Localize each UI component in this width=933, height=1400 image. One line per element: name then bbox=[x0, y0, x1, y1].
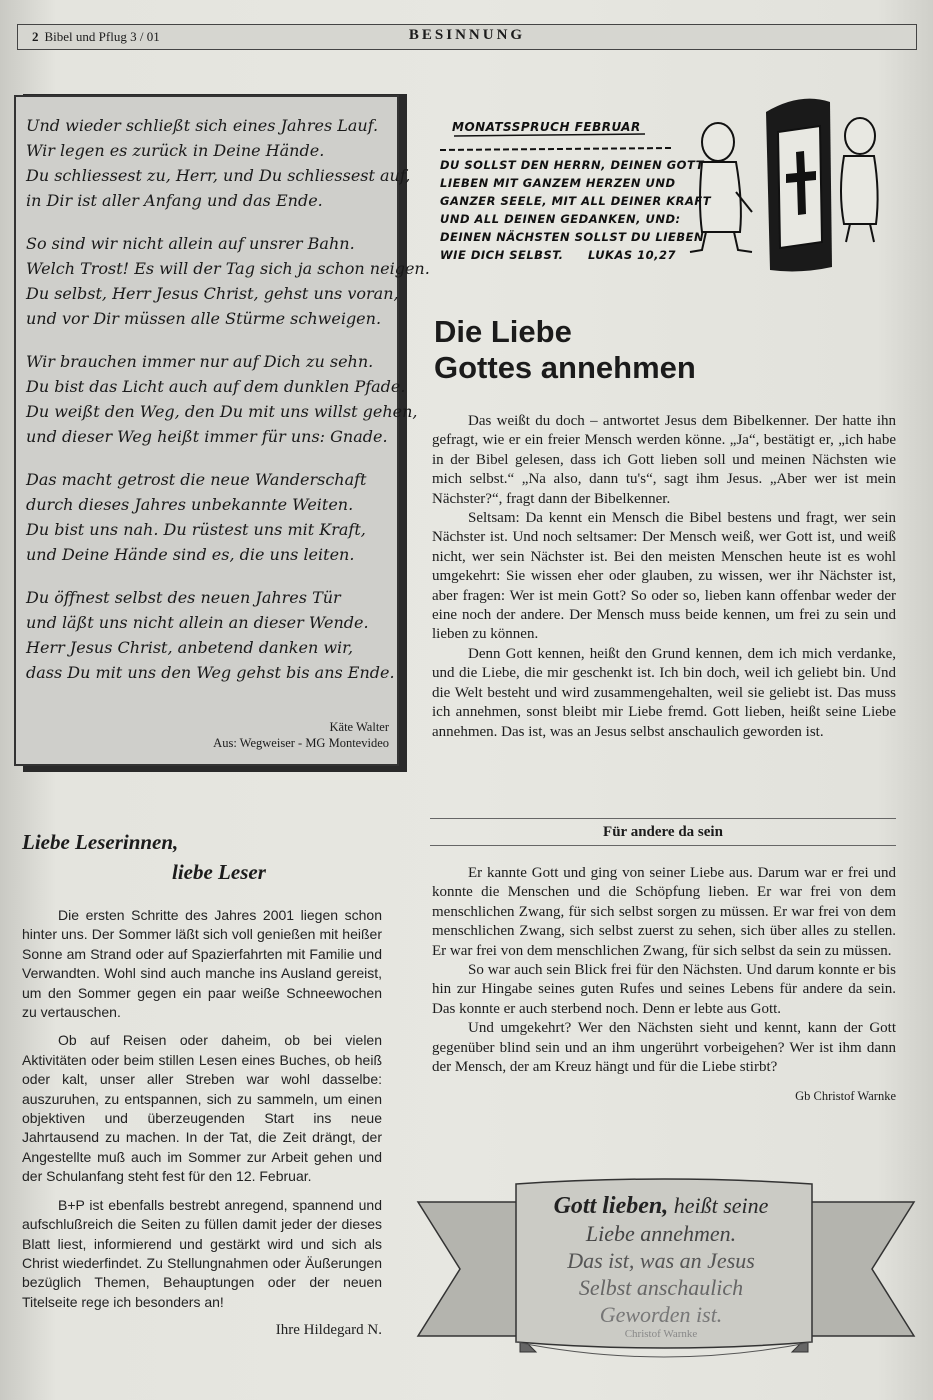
verse-line: GANZER SEELE, MIT ALL DEINER KRAFT bbox=[440, 194, 712, 208]
poem-source: Aus: Wegweiser - MG Montevideo bbox=[213, 736, 389, 750]
poem-line: und Deine Hände sind es, die uns leiten. bbox=[26, 545, 355, 564]
article-paragraph: Und umgekehrt? Wer den Nächsten sieht und kennt, kann der Gott gegenüber blind sein und an ihm ungerührt vorbeigehen? Wer ist ihm dann der Mensch, der am Kreuz hängt und für die Liebe stirbt? bbox=[432, 1020, 896, 1076]
article-paragraph: So war auch sein Blick frei für den Nächsten. Und darum konnte er bis hin zur Hingabe seines guten Rufes und seines Lebens für andere da sein. Das konnte er auch sterbend noch. Denn er lebte aus Gott. bbox=[432, 962, 896, 1017]
poem-line: Wir brauchen immer nur auf Dich zu sehn. bbox=[26, 352, 374, 371]
section-title: BESINNUNG bbox=[408, 27, 526, 43]
verse-line: WIE DICH SELBST. bbox=[440, 248, 564, 262]
quote-banner bbox=[416, 1176, 916, 1386]
person-head-left bbox=[702, 123, 734, 161]
article-signature: Gb Christof Warnke bbox=[795, 1089, 896, 1104]
poem-author: Käte Walter bbox=[329, 720, 389, 734]
article-paragraph: Seltsam: Da kennt ein Mensch die Bibel bestens und fragt, wer sein Nächster ist. Und noch seltsamer: Der Mensch weiß, wer Gott ist, und weiß nicht, wer sein Nächster ist. Bei den meisten Menschen heute ist es wohl umgekehrt: Sie wissen eher oder glauben, zu wissen, wer ihr Nächster ist, aber fragen: Wer ist mein Gott? So oder so, lieben kann offenbar weder der eine noch der andere. Der Mensch muss beide kennen, um frei zu sein und lieben zu können. bbox=[432, 510, 896, 643]
banner-quote bbox=[516, 1192, 806, 1328]
article-title-line2: Gottes annehmen bbox=[434, 350, 696, 385]
verse-line: DEINEN NÄCHSTEN SOLLST DU LIEBEN bbox=[440, 230, 705, 244]
person-head-right bbox=[845, 118, 875, 154]
letter-paragraph: Ob auf Reisen oder daheim, ob bei vielen Aktivitäten oder beim stillen Lesen eines Buches, ob heiß oder kalt, unser aller Streben war wohl dasselbe: auszuruhen, zu entspannen, sich zu sammeln, um einen objektiven und überzeugenden Start ins neue Jahrtausend zu machen. In der Tat, die Zeit drängt, der Angestellte muß auch im Sommer zur Arbeit gehen und der Schulanfang steht fest für den 12. Februar. bbox=[22, 1032, 382, 1185]
verse-reference: LUKAS 10,27 bbox=[588, 248, 677, 262]
divider-bottom bbox=[430, 845, 896, 846]
page-number: 2 bbox=[32, 29, 39, 44]
poem-line: und dieser Weg heißt immer für uns: Gnade. bbox=[26, 427, 388, 446]
poem-line: Das macht getrost die neue Wanderschaft bbox=[26, 470, 367, 489]
ribbon-right-tail bbox=[808, 1202, 914, 1336]
divider-top bbox=[430, 818, 896, 819]
poem-stanza bbox=[26, 231, 430, 331]
poem-line: durch dieses Jahres unbekannte Weiten. bbox=[26, 495, 354, 514]
poem-stanza bbox=[26, 585, 395, 685]
verse-line: UND ALL DEINEN GEDANKEN, UND: bbox=[440, 212, 681, 226]
poem-stanza bbox=[26, 349, 418, 449]
article-title-line1: Die Liebe bbox=[434, 314, 572, 349]
ribbon-left-tail bbox=[418, 1202, 520, 1336]
article-paragraph: Das weißt du doch – antwortet Jesus dem Bibelkenner. Der hatte ihn gefragt, wie er ein freier Mensch werden könne. „Ja“, bestätigt er, „ich habe in der Bibel gelesen, dass ich Gott lieben soll und meinen Nächsten wie mich selbst.“ „Na also, dann tu's“, sagt ihm Jesus. „Aber wer ist mein Nächster?“, fragt dann der Bibelkenner. bbox=[432, 413, 896, 507]
page-header bbox=[17, 24, 917, 50]
cartoon-heading: MONATSSPRUCH FEBRUAR bbox=[452, 120, 641, 134]
article-paragraph: Denn Gott kennen, heißt den Grund kennen, dem ich mich verdanke, und die Liebe, die mir geschenkt ist. Ich bin doch, weil ich geliebt bin. Und die Welt besteht und wird zusammengehalten, weil sie geliebt ist. Das muss ich annehmen, sonst bleibt mir Liebe fremd. Gott lieben, heißt seine Liebe annehmen. Das ist, was an Jesus selbst anschaulich geworden ist. bbox=[432, 645, 896, 740]
poem-box bbox=[14, 95, 430, 766]
banner-credit: Christof Warnke bbox=[624, 1328, 698, 1340]
letter-greeting-line2: liebe Leser bbox=[172, 860, 266, 884]
poem-line: Du öffnest selbst des neuen Jahres Tür bbox=[26, 588, 341, 607]
poem-line: Du bist uns nah. Du rüstest uns mit Kraft, bbox=[26, 520, 366, 539]
poem-line: Du schliessest zu, Herr, und Du schliessest auf, bbox=[26, 166, 411, 185]
banner-line2: Liebe annehmen. bbox=[585, 1221, 737, 1246]
letter-paragraph: Die ersten Schritte des Jahres 2001 liegen schon hinter uns. Der Sommer läßt sich voll genießen mit heißer Sonne am Strand oder auf Spazierfahrten mit Familie und Verwandten. Wohl sind auch manche ins Ausland gereist, um den Sommer gegen ein paar weiße Schneewochen zu vertauschen. bbox=[22, 907, 382, 1021]
publication-name: Bibel und Pflug 3 / 01 bbox=[44, 29, 160, 44]
poem-stanza bbox=[26, 467, 387, 567]
banner-line3: Das ist, was an Jesus bbox=[567, 1248, 755, 1273]
person-body-right bbox=[841, 156, 878, 224]
poem-line: Herr Jesus Christ, anbetend danken wir, bbox=[26, 638, 354, 657]
letter-paragraph: B+P ist ebenfalls bestrebt anregend, spannend und aufschlußreich die Seiten zu füllen damit jeder der dieses Blatt liest, informierend und gestärkt wird und sich als Christ wiederfindet. Zu Stellungnahmen oder Äußerungen bezüglich Themen, Behauptungen oder der neuen Titelseite rege ich besonders an! bbox=[22, 1196, 382, 1310]
article-subheading: Für andere da sein bbox=[603, 824, 723, 840]
poem-line: Welch Trost! Es will der Tag sich ja schon neigen. bbox=[26, 259, 430, 278]
poem-line: Du bist das Licht auch auf dem dunklen Pfade. bbox=[26, 377, 406, 396]
poem-line: und vor Dir müssen alle Stürme schweigen. bbox=[26, 309, 382, 328]
poem-line: Wir legen es zurück in Deine Hände. bbox=[26, 141, 325, 160]
letter-signature: Ihre Hildegard N. bbox=[275, 1322, 382, 1339]
verse-line: DU SOLLST DEN HERRN, DEINEN GOTT bbox=[440, 158, 704, 172]
poem-attribution bbox=[213, 719, 389, 751]
article-paragraph: Er kannte Gott und ging von seiner Liebe aus. Darum war er frei und konnte die Menschen und die Schöpfung lieben. Er war frei von dem menschlichen Zwang, für sich selbst sorgen zu müssen. Er war frei von dem menschlichen Zwang, sich selbst zuerst zu sehen, sich über alles zu stellen. Er war frei von dem menschlichen Zwang, für sich selbst da sein zu müssen. bbox=[432, 865, 896, 959]
person-legs-right bbox=[846, 224, 874, 242]
letter-greeting-line1: Liebe Leserinnen, bbox=[22, 830, 179, 854]
verse-line: LIEBEN MIT GANZEM HERZEN UND bbox=[440, 176, 676, 190]
poem-line: Und wieder schließt sich eines Jahres Lauf. bbox=[26, 116, 379, 135]
monthly-verse-cartoon bbox=[440, 92, 900, 287]
banner-bold-text: Gott lieben, bbox=[553, 1193, 669, 1219]
banner-line4: Selbst anschaulich bbox=[578, 1275, 744, 1300]
article-body bbox=[432, 412, 896, 742]
poem-line: in Dir ist aller Anfang und das Ende. bbox=[26, 191, 323, 210]
heading-underline bbox=[454, 134, 645, 136]
banner-line1-rest: heißt seine bbox=[668, 1193, 769, 1218]
editor-letter bbox=[22, 906, 382, 1350]
poem-line: Du weißt den Weg, den Du mit uns willst gehen, bbox=[26, 402, 418, 421]
poem-line: So sind wir nicht allein auf unsrer Bahn. bbox=[26, 234, 355, 253]
article-body-continued bbox=[432, 864, 896, 1107]
banner-line1 bbox=[516, 1192, 806, 1220]
banner-line5: Geworden ist. bbox=[599, 1302, 723, 1327]
poem-line: und läßt uns nicht allein an dieser Wende. bbox=[26, 613, 369, 632]
poem-line: Du selbst, Herr Jesus Christ, gehst uns voran, bbox=[26, 284, 399, 303]
dashed-rule bbox=[440, 148, 672, 150]
poem-line: dass Du mit uns den Weg gehst bis ans Ende. bbox=[26, 663, 395, 682]
article-title bbox=[434, 314, 696, 386]
poem-stanza bbox=[26, 113, 411, 213]
